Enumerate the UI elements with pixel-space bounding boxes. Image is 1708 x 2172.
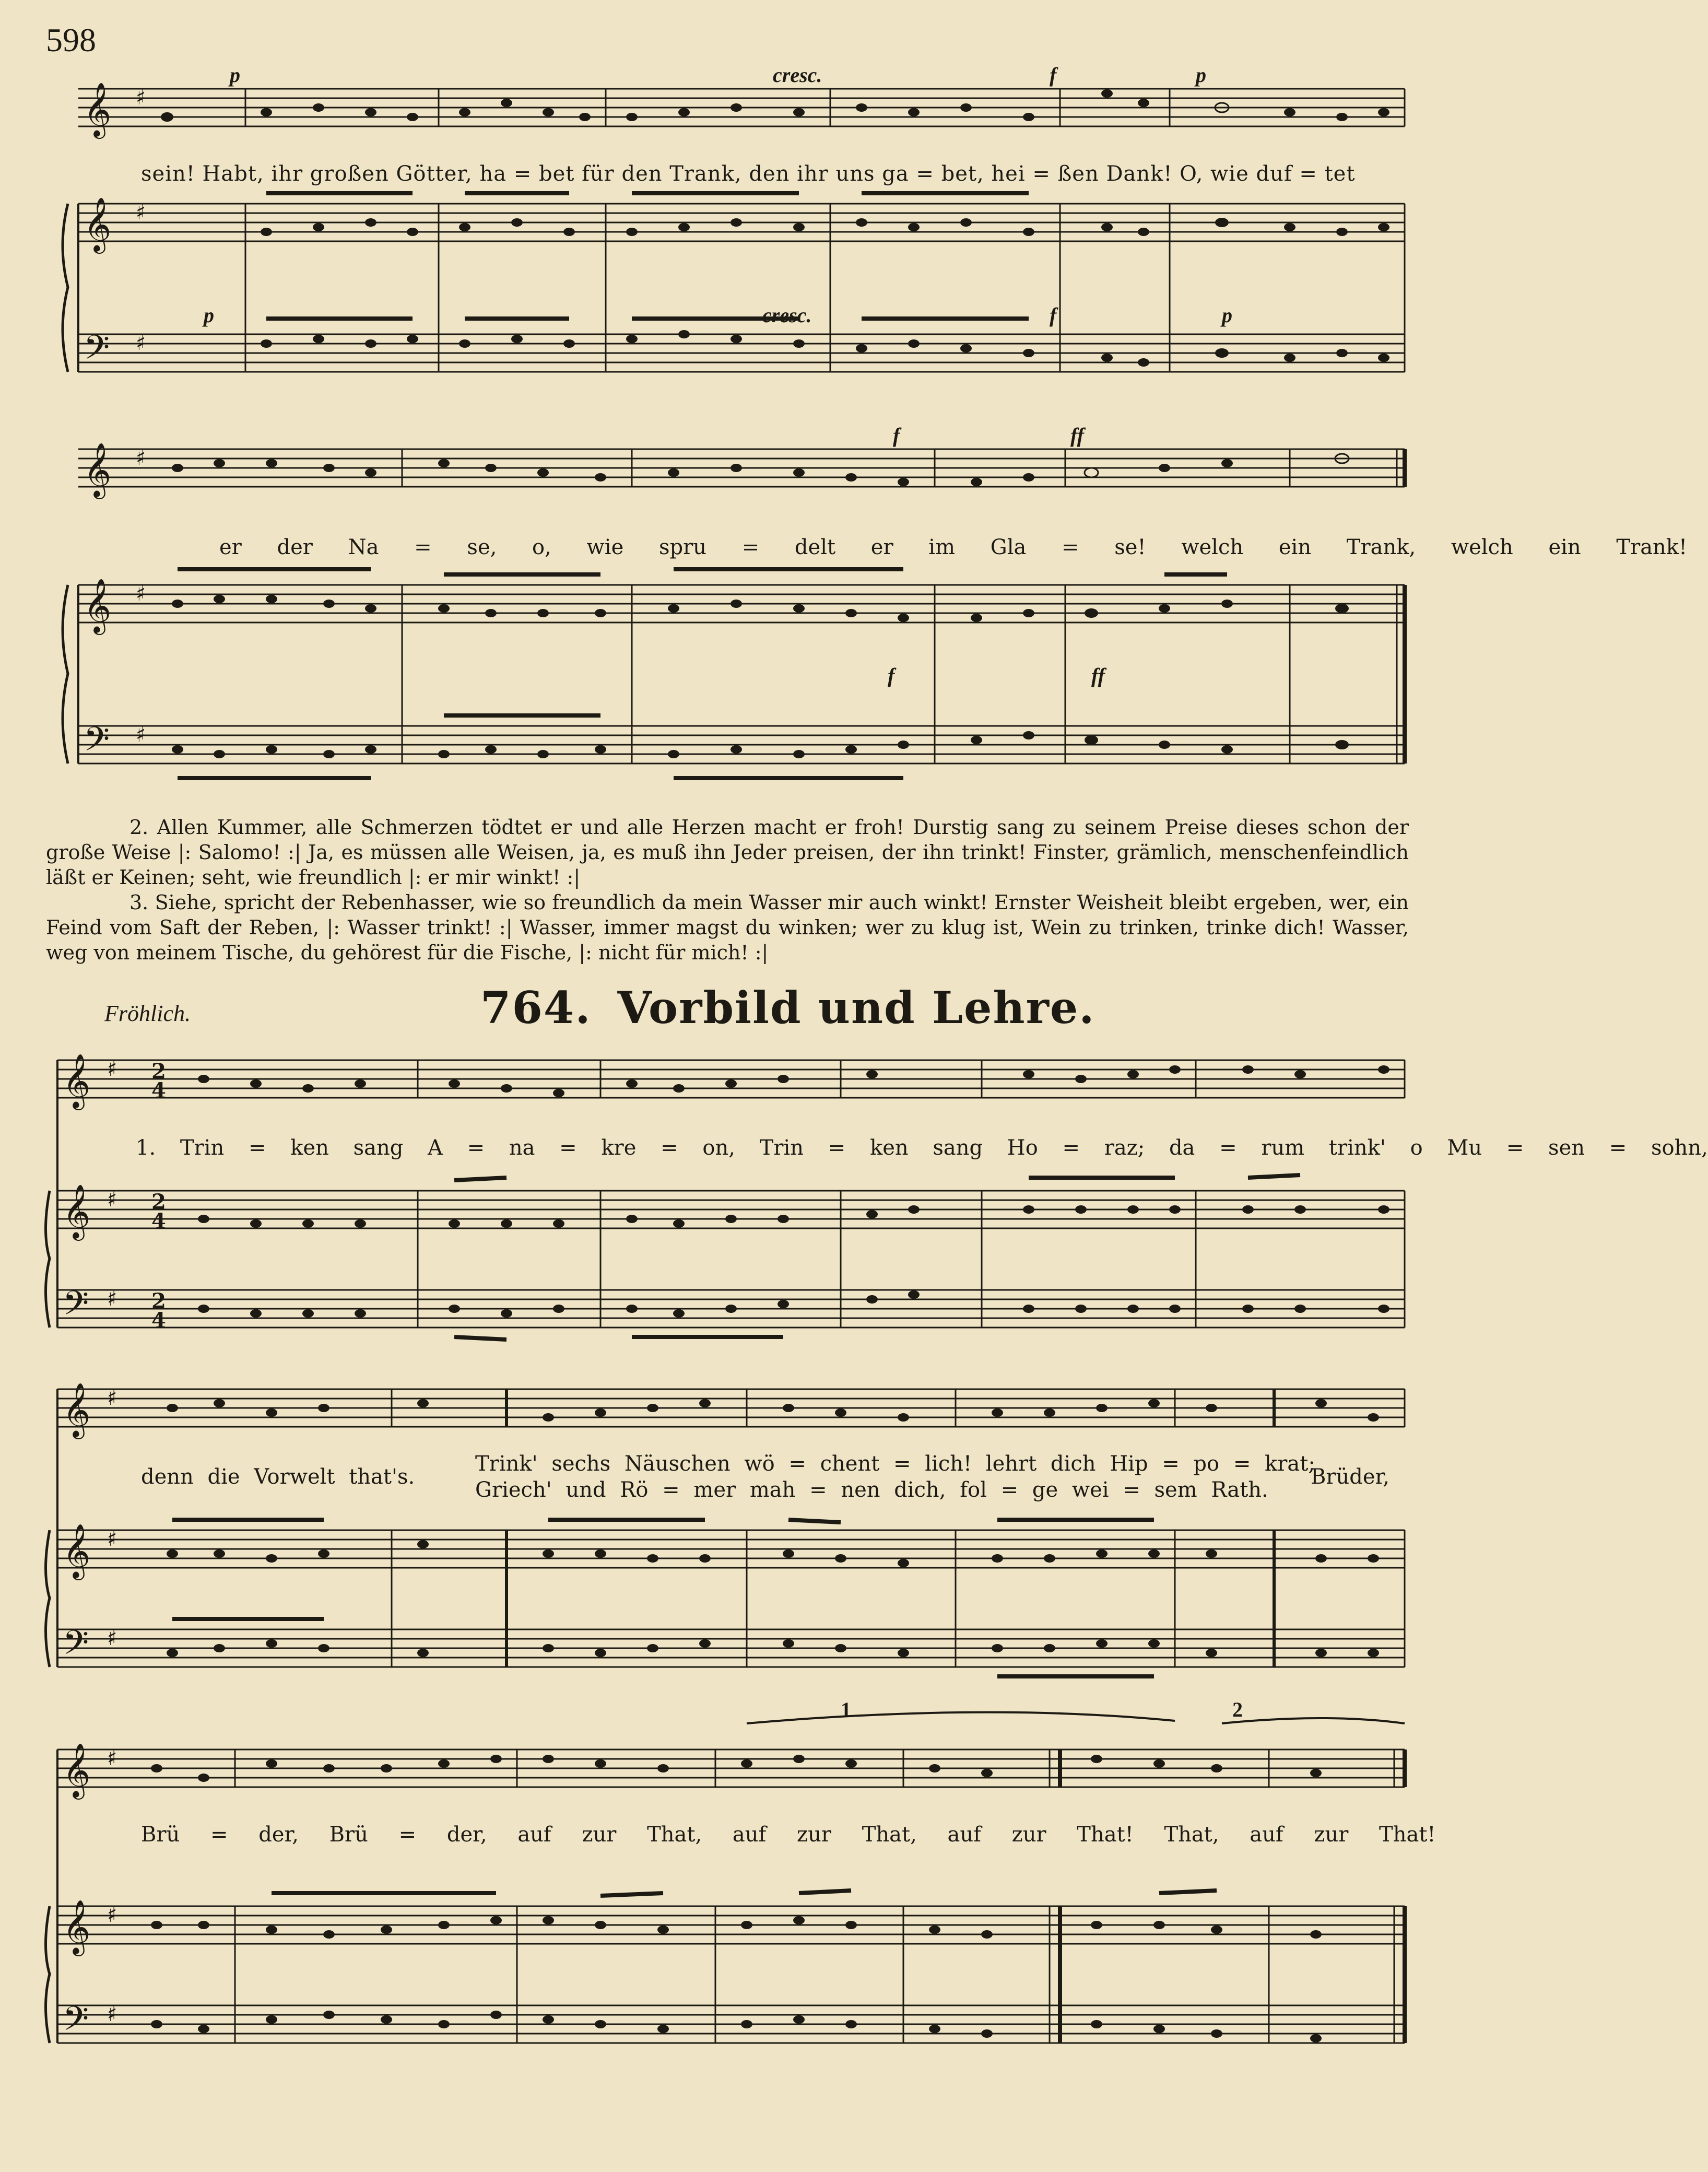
svg-text:𝄞: 𝄞 (63, 1184, 91, 1239)
svg-text:♯: ♯ (136, 201, 146, 225)
system-3 (47, 1050, 1708, 1373)
svg-text:𝄢: 𝄢 (84, 720, 110, 767)
svg-text:𝄞: 𝄞 (63, 1523, 91, 1578)
dynamic-cresc-piano: cresc. (762, 303, 812, 327)
volta-1-label: 1 (841, 1698, 851, 1721)
svg-text:2: 2 (151, 1190, 166, 1214)
song-title (480, 982, 1096, 1034)
svg-text:𝄢: 𝄢 (63, 2000, 89, 2047)
svg-text:2: 2 (151, 1059, 166, 1084)
svg-text:♯: ♯ (107, 1626, 117, 1650)
svg-text:4: 4 (151, 1078, 166, 1103)
lyrics-line-2: er der Na = se, o, wie spru = delt er im Gla = se! welch ein Trank, welch ein Trank! (219, 535, 1688, 559)
dynamic-ff-piano-system2: ff (1091, 664, 1105, 687)
svg-text:𝄞: 𝄞 (63, 1053, 91, 1108)
svg-text:♯: ♯ (107, 1287, 117, 1311)
system-1-staves (47, 73, 1410, 423)
svg-text:♯: ♯ (136, 446, 146, 470)
dynamic-p2-piano: p (1222, 303, 1232, 327)
song764-lyrics-line-2c: Griech' und Rö = mer mah = nen dich, fol = ge wei = sem Rath. (475, 1478, 1268, 1502)
system-4-staves (47, 1379, 1410, 1703)
system-4 (47, 1379, 1410, 1703)
song764-lyrics-line-1: 1. Trin = ken sang A = na = kre = on, Trin = ken sang Ho = raz; da = rum trink' o Mu = sen = sohn, (136, 1136, 1708, 1160)
svg-text:𝄞: 𝄞 (84, 578, 112, 633)
dynamic-p-piano: p (204, 303, 214, 327)
lyrics-line-1: sein! Habt, ihr großen Götter, ha = bet für den Trank, den ihr uns ga = bet, hei = ßen Dank! O, wie duf = tet (141, 162, 1356, 186)
svg-text:♯: ♯ (107, 1746, 117, 1770)
svg-text:𝄢: 𝄢 (63, 1284, 89, 1331)
svg-text:𝄞: 𝄞 (84, 442, 112, 497)
song-number: 764. (480, 982, 592, 1034)
svg-text:♯: ♯ (107, 1903, 117, 1927)
dynamic-p-voice: p (230, 63, 240, 87)
system-2-staves (47, 433, 1410, 799)
song764-lyrics-line-2a: denn die Vorwelt that's. (141, 1465, 415, 1489)
svg-text:♯: ♯ (107, 1527, 117, 1551)
dynamic-f-system2: f (893, 424, 900, 447)
song764-lyrics-line-2d: Brüder, (1311, 1465, 1389, 1489)
svg-text:♯: ♯ (136, 582, 146, 606)
tempo-marking: Fröhlich. (104, 1001, 191, 1026)
dynamic-p2-voice: p (1196, 63, 1206, 87)
svg-text:♯: ♯ (136, 723, 146, 747)
svg-text:♯: ♯ (107, 2002, 117, 2026)
song764-lyrics-line-2b: Trink' sechs Näuschen wö = chent = lich! lehrt dich Hip = po = krat; (475, 1452, 1315, 1476)
svg-text:𝄞: 𝄞 (63, 1899, 91, 1954)
song764-lyrics-line-3: Brü = der, Brü = der, auf zur That, auf zur That, auf zur That! That, auf zur That! (141, 1823, 1436, 1847)
dynamic-f-voice: f (1050, 63, 1057, 87)
svg-text:2: 2 (151, 1289, 166, 1313)
system-2 (47, 424, 1688, 799)
dynamic-f-piano: f (1050, 303, 1057, 327)
dynamic-f-piano-system2: f (888, 664, 895, 687)
system-5 (47, 1698, 1436, 2089)
system-1 (47, 63, 1410, 423)
svg-text:𝄢: 𝄢 (63, 1624, 89, 1671)
system-5-staves (47, 1713, 1410, 2089)
verses (46, 815, 1409, 965)
song-title-text: Vorbild und Lehre. (617, 982, 1096, 1034)
svg-text:♯: ♯ (136, 331, 146, 355)
svg-text:♯: ♯ (107, 1386, 117, 1410)
volta-2-label: 2 (1232, 1698, 1243, 1721)
svg-text:𝄢: 𝄢 (84, 328, 110, 375)
svg-text:4: 4 (151, 1209, 166, 1234)
svg-text:𝄞: 𝄞 (84, 82, 112, 137)
verse-3: 3. Siehe, spricht der Rebenhasser, wie so freundlich da mein Wasser mir auch winkt! Ernster Weisheit bleibt ergeben, wer, ein Feind vom Saft der Reben, |: Wasser trinkt! :| Wasser, immer magst du winken; wer zu klug ist, Wein zu trinken, trinke dich! Wasser, weg von meinem Tische, du gehörest für die Fische, |: nicht für mich! :| (46, 891, 1409, 964)
svg-text:♯: ♯ (136, 86, 146, 110)
page-number: 598 (46, 21, 96, 58)
dynamic-ff-system2: ff (1070, 424, 1084, 447)
svg-text:♯: ♯ (107, 1188, 117, 1212)
dynamic-cresc-voice: cresc. (773, 63, 822, 87)
svg-text:𝄞: 𝄞 (63, 1743, 91, 1798)
svg-text:𝄞: 𝄞 (63, 1382, 91, 1437)
svg-text:𝄞: 𝄞 (84, 197, 112, 252)
svg-text:4: 4 (151, 1308, 166, 1333)
svg-text:♯: ♯ (107, 1057, 117, 1081)
verse-2: 2. Allen Kummer, alle Schmerzen tödtet er und alle Herzen macht er froh! Durstig sang zu seinem Preise dieses schon der große Weise |: Salomo! :| Ja, es müssen alle Weisen, ja, es muß ihn Jeder preisen, der ihn trinkt! Finster, grämlich, menschenfeindlich läßt er Keinen; seht, wie freundlich |: er mir winkt! :| (46, 816, 1409, 889)
system-3-staves (47, 1050, 1410, 1373)
